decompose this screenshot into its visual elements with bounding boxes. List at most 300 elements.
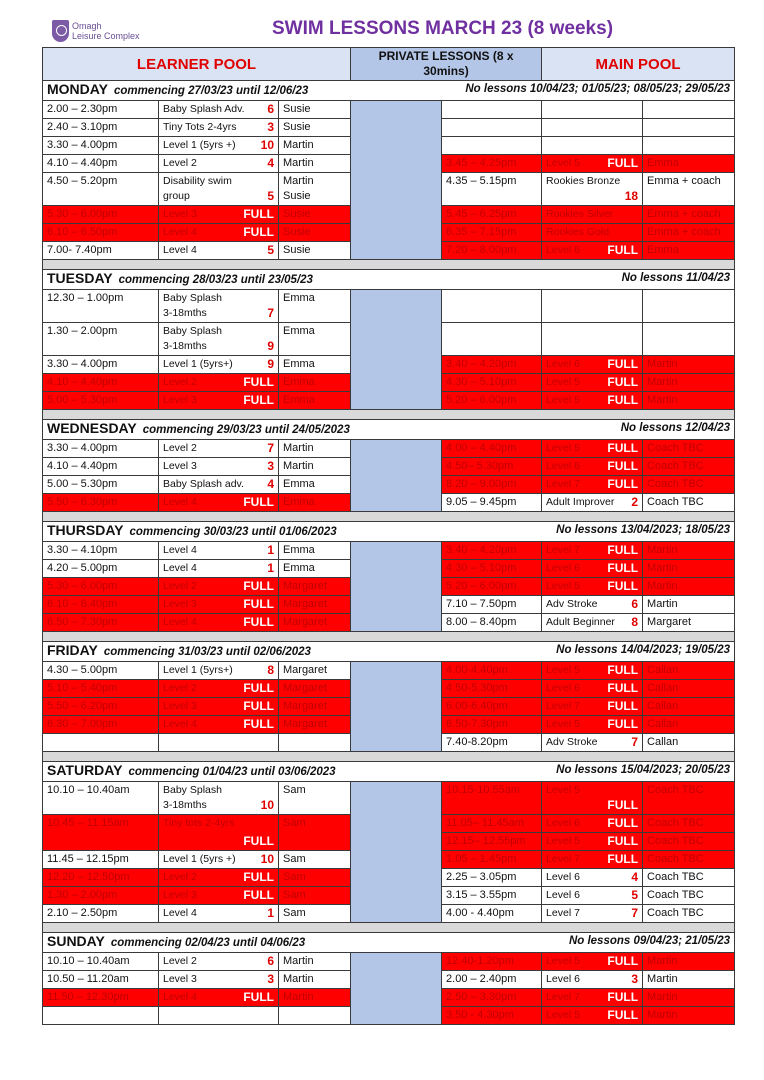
- class-name: Level 6: [546, 973, 580, 985]
- main-coach: Emma: [643, 242, 735, 260]
- class-name: Level 7: [546, 700, 580, 712]
- main-time: 2.25 – 3.05pm: [442, 869, 542, 887]
- main-coach: Coach TBC: [643, 494, 735, 512]
- commencing-dates: commencing 01/04/23 until 03/06/2023: [128, 766, 336, 778]
- class-cell: [546, 681, 638, 696]
- learner-class: [159, 392, 279, 410]
- spaces-badge: FULL: [243, 717, 274, 731]
- main-class: [542, 560, 643, 578]
- class-cell: [546, 816, 638, 831]
- main-class: [542, 356, 643, 374]
- learner-time: 6.10 – 6.50pm: [43, 224, 159, 242]
- learner-time: 5.30 – 6.00pm: [43, 578, 159, 596]
- learner-time: 3.30 – 4.10pm: [43, 542, 159, 560]
- spaces-badge: FULL: [243, 834, 274, 848]
- spaces-badge: 9: [267, 357, 274, 371]
- class-cell: [546, 207, 638, 222]
- spaces-badge: FULL: [243, 870, 274, 884]
- main-coach: Emma + coach: [643, 224, 735, 242]
- class-cell: [163, 324, 274, 354]
- class-cell: [546, 138, 638, 153]
- class-name: Level 5: [546, 157, 580, 169]
- page-title: SWIM LESSONS MARCH 23 (8 weeks): [272, 18, 614, 39]
- learner-coach: Emma: [279, 476, 351, 494]
- class-cell: [546, 174, 638, 204]
- learner-coach: [279, 734, 351, 752]
- spaces-badge: FULL: [243, 597, 274, 611]
- class-cell: [163, 972, 274, 987]
- day-separator: [43, 923, 735, 933]
- day-name: MONDAY: [47, 81, 108, 97]
- learner-class: [159, 734, 279, 752]
- class-cell: [546, 663, 638, 678]
- class-name: Rookies Silver: [546, 208, 614, 220]
- class-name: Level 5: [546, 376, 580, 388]
- learner-time: 10.10 – 10.40am: [43, 953, 159, 971]
- spaces-badge: 6: [631, 597, 639, 611]
- learner-time: 3.30 – 4.00pm: [43, 356, 159, 374]
- day-separator: [43, 410, 735, 420]
- learner-time: 12.20 – 12.50pm: [43, 869, 159, 887]
- class-cell: [163, 735, 274, 750]
- no-lessons-dates: No lessons 11/04/23: [621, 272, 731, 284]
- spaces-badge: 8: [631, 615, 639, 629]
- commencing-dates: commencing 28/03/23 until 23/05/23: [118, 274, 313, 286]
- main-coach: Martin: [643, 1007, 735, 1025]
- separator-cell: [43, 512, 735, 522]
- day-name: FRIDAY: [47, 642, 98, 658]
- learner-coach: Sam: [279, 905, 351, 923]
- spaces-badge: 18: [624, 189, 639, 203]
- no-lessons-dates: No lessons 09/04/23; 21/05/23: [568, 935, 731, 947]
- class-name: Level 6: [546, 889, 580, 901]
- main-time: 4.35 – 5.15pm: [442, 173, 542, 206]
- main-coach: Callan: [643, 716, 735, 734]
- main-time: 4.30 – 5.10pm: [442, 560, 542, 578]
- main-coach: Martin: [643, 971, 735, 989]
- class-cell: [163, 174, 274, 204]
- class-cell: [163, 477, 274, 492]
- main-coach: Martin: [643, 953, 735, 971]
- class-cell: [163, 291, 274, 321]
- learner-coach: Sam: [279, 782, 351, 815]
- learner-class: [159, 440, 279, 458]
- class-cell: [546, 852, 638, 867]
- learner-class: [159, 119, 279, 137]
- spaces-badge: FULL: [607, 816, 639, 830]
- main-coach: Coach TBC: [643, 833, 735, 851]
- class-cell: [546, 990, 638, 1005]
- class-cell: [546, 954, 638, 969]
- class-cell: [546, 393, 638, 408]
- main-time: 3.50 - 4.30pm: [442, 1007, 542, 1025]
- day-separator: [43, 512, 735, 522]
- day-header-cell: [43, 762, 735, 782]
- class-cell: [546, 699, 638, 714]
- learner-coach: Susie: [279, 224, 351, 242]
- learner-coach: Margaret: [279, 680, 351, 698]
- learner-class: [159, 137, 279, 155]
- no-lessons-dates: No lessons 12/04/23: [620, 422, 731, 434]
- learner-class: [159, 782, 279, 815]
- class-name: Level 5: [546, 718, 580, 730]
- main-class: [542, 392, 643, 410]
- learner-time: 5.00 – 5.30pm: [43, 476, 159, 494]
- learner-time: 4.10 – 4.40pm: [43, 155, 159, 173]
- class-cell: [163, 717, 274, 732]
- class-cell: [546, 972, 638, 987]
- class-cell: [163, 954, 274, 969]
- class-name: Adult Beginner: [546, 616, 615, 628]
- learner-time: 12.30 – 1.00pm: [43, 290, 159, 323]
- learner-time: 5.50 – 6.30pm: [43, 494, 159, 512]
- main-coach: Callan: [643, 662, 735, 680]
- spaces-badge: FULL: [607, 543, 639, 557]
- no-lessons-dates: No lessons 14/04/2023; 19/05/23: [556, 644, 731, 656]
- learner-class: [159, 887, 279, 905]
- pool-header-row: [43, 48, 735, 81]
- class-name: Level 2: [163, 442, 197, 454]
- main-coach: Martin: [643, 596, 735, 614]
- learner-class: [159, 356, 279, 374]
- main-class: [542, 155, 643, 173]
- day-separator: [43, 752, 735, 762]
- main-time: 8.00 – 8.40pm: [442, 614, 542, 632]
- spaces-badge: 2: [631, 495, 639, 509]
- spaces-badge: FULL: [607, 459, 639, 473]
- class-name: Level 3: [163, 208, 197, 220]
- class-cell: [163, 243, 274, 258]
- class-cell: [546, 225, 638, 240]
- main-class: [542, 734, 643, 752]
- class-name: Level 5: [546, 1009, 580, 1021]
- lesson-row: [43, 953, 735, 971]
- class-cell: [163, 888, 274, 903]
- main-coach: Emma + coach: [643, 206, 735, 224]
- class-cell: [163, 156, 274, 171]
- spaces-badge: 4: [267, 477, 274, 491]
- spaces-badge: FULL: [243, 990, 274, 1004]
- spaces-badge: FULL: [607, 243, 639, 257]
- main-time: 7.10 – 7.50pm: [442, 596, 542, 614]
- class-cell: [546, 783, 638, 813]
- class-cell: [546, 375, 638, 390]
- learner-time: 4.20 – 5.00pm: [43, 560, 159, 578]
- learner-class: [159, 614, 279, 632]
- spaces-badge: FULL: [607, 990, 639, 1004]
- class-name: Level 5: [546, 442, 580, 454]
- learner-time: 2.00 – 2.30pm: [43, 101, 159, 119]
- learner-class: [159, 596, 279, 614]
- learner-class: [159, 815, 279, 851]
- lesson-row: [43, 101, 735, 119]
- main-class: [542, 440, 643, 458]
- learner-coach: Emma: [279, 323, 351, 356]
- class-name: Level 7: [546, 991, 580, 1003]
- learner-class: [159, 1007, 279, 1025]
- main-class: [542, 578, 643, 596]
- day-name: SATURDAY: [47, 762, 123, 778]
- learner-coach: Margaret: [279, 662, 351, 680]
- main-coach: Martin: [643, 542, 735, 560]
- class-cell: [163, 225, 274, 240]
- spaces-badge: FULL: [243, 681, 274, 695]
- class-name: Level 6: [546, 244, 580, 256]
- class-cell: [163, 816, 274, 849]
- main-class: [542, 869, 643, 887]
- main-coach: Emma: [643, 155, 735, 173]
- class-cell: [546, 243, 638, 258]
- learner-class: [159, 374, 279, 392]
- main-coach: Coach TBC: [643, 458, 735, 476]
- main-class: [542, 224, 643, 242]
- spaces-badge: 6: [267, 954, 274, 968]
- learner-time: 4.10 – 4.40pm: [43, 458, 159, 476]
- main-class: [542, 173, 643, 206]
- spaces-badge: 5: [631, 888, 639, 902]
- main-time: 7.40-8.20pm: [442, 734, 542, 752]
- learner-class: [159, 989, 279, 1007]
- learner-time: 1.30 – 2.00pm: [43, 887, 159, 905]
- spaces-badge: 4: [631, 870, 639, 884]
- learner-time: 1.30 – 2.00pm: [43, 323, 159, 356]
- class-name: Level 4: [163, 496, 197, 508]
- main-time: 3.15 – 3.55pm: [442, 887, 542, 905]
- day-name: WEDNESDAY: [47, 420, 137, 436]
- main-class: [542, 242, 643, 260]
- learner-coach: Martin Susie: [279, 173, 351, 206]
- learner-time: 4.30 – 5.00pm: [43, 662, 159, 680]
- main-class: [542, 542, 643, 560]
- class-name: Level 7: [546, 544, 580, 556]
- class-cell: [546, 906, 638, 921]
- main-time: 4.00-4.40pm: [442, 662, 542, 680]
- class-name: Level 6: [546, 460, 580, 472]
- learner-class: [159, 662, 279, 680]
- learner-coach: Martin: [279, 458, 351, 476]
- main-class: [542, 494, 643, 512]
- class-name: Level 4: [163, 907, 197, 919]
- class-name: Level 1 (5yrs+): [163, 358, 233, 370]
- learner-class: [159, 869, 279, 887]
- class-cell: [163, 561, 274, 576]
- class-name: Level 6: [546, 562, 580, 574]
- learner-coach: Sam: [279, 887, 351, 905]
- spaces-badge: FULL: [243, 393, 274, 407]
- day-header-cell: [43, 933, 735, 953]
- spaces-badge: 1: [267, 543, 274, 557]
- learner-class: [159, 242, 279, 260]
- class-cell: [546, 120, 638, 135]
- spaces-badge: 7: [267, 441, 274, 455]
- main-coach: Callan: [643, 680, 735, 698]
- learner-time: 2.40 – 3.10pm: [43, 119, 159, 137]
- main-time: 4.00 - 4.40pm: [442, 905, 542, 923]
- learner-coach: Margaret: [279, 578, 351, 596]
- class-cell: [163, 1008, 274, 1023]
- day-header-cell: [43, 420, 735, 440]
- spaces-badge: 3: [631, 972, 639, 986]
- class-name: Level 1 (5yrs +): [163, 853, 236, 865]
- spaces-badge: 9: [267, 339, 274, 353]
- main-class: [542, 887, 643, 905]
- learner-time: 5.50 – 6.20pm: [43, 698, 159, 716]
- timetable: [42, 47, 735, 1025]
- commencing-dates: commencing 29/03/23 until 24/05/2023: [142, 424, 350, 436]
- class-cell: [546, 357, 638, 372]
- main-class: [542, 458, 643, 476]
- day-separator: [43, 260, 735, 270]
- learner-time: 3.30 – 4.00pm: [43, 440, 159, 458]
- commencing-dates: commencing 02/04/23 until 04/06/23: [110, 937, 306, 949]
- learner-class: [159, 155, 279, 173]
- spaces-badge: 5: [267, 189, 274, 203]
- learner-class: [159, 716, 279, 734]
- main-time: [442, 119, 542, 137]
- class-name: Tiny tots 2-4yrs: [163, 817, 235, 829]
- class-name: Level 5: [546, 835, 580, 847]
- learner-class: [159, 953, 279, 971]
- class-cell: [163, 681, 274, 696]
- main-time: [442, 323, 542, 356]
- day-header-cell: [43, 270, 735, 290]
- main-time: 2.50 – 3.30pm: [442, 989, 542, 1007]
- class-cell: [163, 699, 274, 714]
- main-time: [442, 137, 542, 155]
- class-cell: [163, 615, 274, 630]
- day-header-tuesday: [43, 270, 735, 290]
- main-time: 2.00 – 2.40pm: [442, 971, 542, 989]
- class-cell: [546, 579, 638, 594]
- lesson-row: [43, 542, 735, 560]
- main-time: 3.40 – 4.20pm: [442, 356, 542, 374]
- class-name: Baby Splash 3-18mths: [163, 325, 222, 352]
- main-time: 11.05– 11.45am: [442, 815, 542, 833]
- spaces-badge: FULL: [243, 699, 274, 713]
- class-cell: [546, 543, 638, 558]
- class-name: Level 5: [546, 784, 580, 796]
- class-name: Level 4: [163, 991, 197, 1003]
- learner-time: 5.10 – 5.40pm: [43, 680, 159, 698]
- main-class: [542, 1007, 643, 1025]
- class-name: Level 2: [163, 682, 197, 694]
- class-cell: [163, 138, 274, 153]
- learner-coach: Emma: [279, 374, 351, 392]
- class-cell: [163, 393, 274, 408]
- main-class: [542, 323, 643, 356]
- spaces-badge: 1: [267, 561, 274, 575]
- main-coach: Martin: [643, 578, 735, 596]
- class-cell: [546, 834, 638, 849]
- main-time: 7.20 – 8.00pm: [442, 242, 542, 260]
- day-header-cell: [43, 522, 735, 542]
- learner-time: 6.30 – 7.00pm: [43, 716, 159, 734]
- spaces-badge: 3: [267, 459, 274, 473]
- class-name: Tiny Tots 2-4yrs: [163, 121, 237, 133]
- private-lessons-cell: [351, 782, 442, 923]
- class-cell: [546, 1008, 638, 1023]
- spaces-badge: FULL: [607, 357, 639, 371]
- class-name: Baby Splash adv.: [163, 478, 244, 490]
- spaces-badge: FULL: [243, 888, 274, 902]
- learner-class: [159, 494, 279, 512]
- learner-time: 3.30 – 4.00pm: [43, 137, 159, 155]
- learner-time: [43, 1007, 159, 1025]
- learner-coach: Emma: [279, 392, 351, 410]
- logo-text: Omagh Leisure Complex: [72, 21, 140, 41]
- main-class: [542, 476, 643, 494]
- day-header-thursday: [43, 522, 735, 542]
- learner-time: 6.50 – 7.30pm: [43, 614, 159, 632]
- class-cell: [546, 102, 638, 117]
- class-name: Level 7: [546, 478, 580, 490]
- learner-coach: Martin: [279, 155, 351, 173]
- main-coach: Margaret: [643, 614, 735, 632]
- learner-coach: Emma: [279, 494, 351, 512]
- spaces-badge: FULL: [607, 579, 639, 593]
- main-class: [542, 698, 643, 716]
- learner-class: [159, 458, 279, 476]
- class-name: Level 3: [163, 973, 197, 985]
- day-header-cell: [43, 642, 735, 662]
- class-name: Level 2: [163, 580, 197, 592]
- class-cell: [163, 102, 274, 117]
- separator-cell: [43, 923, 735, 933]
- main-class: [542, 680, 643, 698]
- spaces-badge: 10: [260, 852, 274, 866]
- class-name: Level 4: [163, 244, 197, 256]
- spaces-badge: FULL: [607, 561, 639, 575]
- class-name: Level 6: [546, 358, 580, 370]
- main-coach: [643, 290, 735, 323]
- class-cell: [546, 441, 638, 456]
- learner-coach: Margaret: [279, 716, 351, 734]
- main-time: [442, 101, 542, 119]
- main-time: 12.15– 12.55pm: [442, 833, 542, 851]
- class-name: Level 7: [546, 853, 580, 865]
- main-class: [542, 290, 643, 323]
- learner-coach: Sam: [279, 869, 351, 887]
- class-cell: [163, 852, 274, 867]
- learner-class: [159, 851, 279, 869]
- class-name: Level 6: [546, 817, 580, 829]
- class-name: Level 3: [163, 889, 197, 901]
- main-coach: Martin: [643, 356, 735, 374]
- learner-class: [159, 224, 279, 242]
- main-time: 5.20 – 6.00pm: [442, 578, 542, 596]
- day-header-cell: [43, 81, 735, 101]
- main-time: 9.05 – 9.45pm: [442, 494, 542, 512]
- class-name: Adv Stroke: [546, 736, 598, 748]
- lesson-row: [43, 782, 735, 815]
- separator-cell: [43, 260, 735, 270]
- private-lessons-header: PRIVATE LESSONS (8 x 30mins): [351, 48, 542, 81]
- day-header-friday: [43, 642, 735, 662]
- no-lessons-dates: No lessons 15/04/2023; 20/05/23: [556, 764, 731, 776]
- learner-class: [159, 206, 279, 224]
- main-coach: Coach TBC: [643, 476, 735, 494]
- main-time: 4.50-5.30pm: [442, 680, 542, 698]
- learner-time: 10.50 – 11.20am: [43, 971, 159, 989]
- private-lessons-cell: [351, 440, 442, 512]
- learner-time: 4.50 – 5.20pm: [43, 173, 159, 206]
- spaces-badge: FULL: [243, 207, 274, 221]
- lesson-row: [43, 440, 735, 458]
- day-header-saturday: [43, 762, 735, 782]
- spaces-badge: 7: [631, 906, 639, 920]
- main-coach: Emma + coach: [643, 173, 735, 206]
- spaces-badge: 7: [267, 306, 274, 320]
